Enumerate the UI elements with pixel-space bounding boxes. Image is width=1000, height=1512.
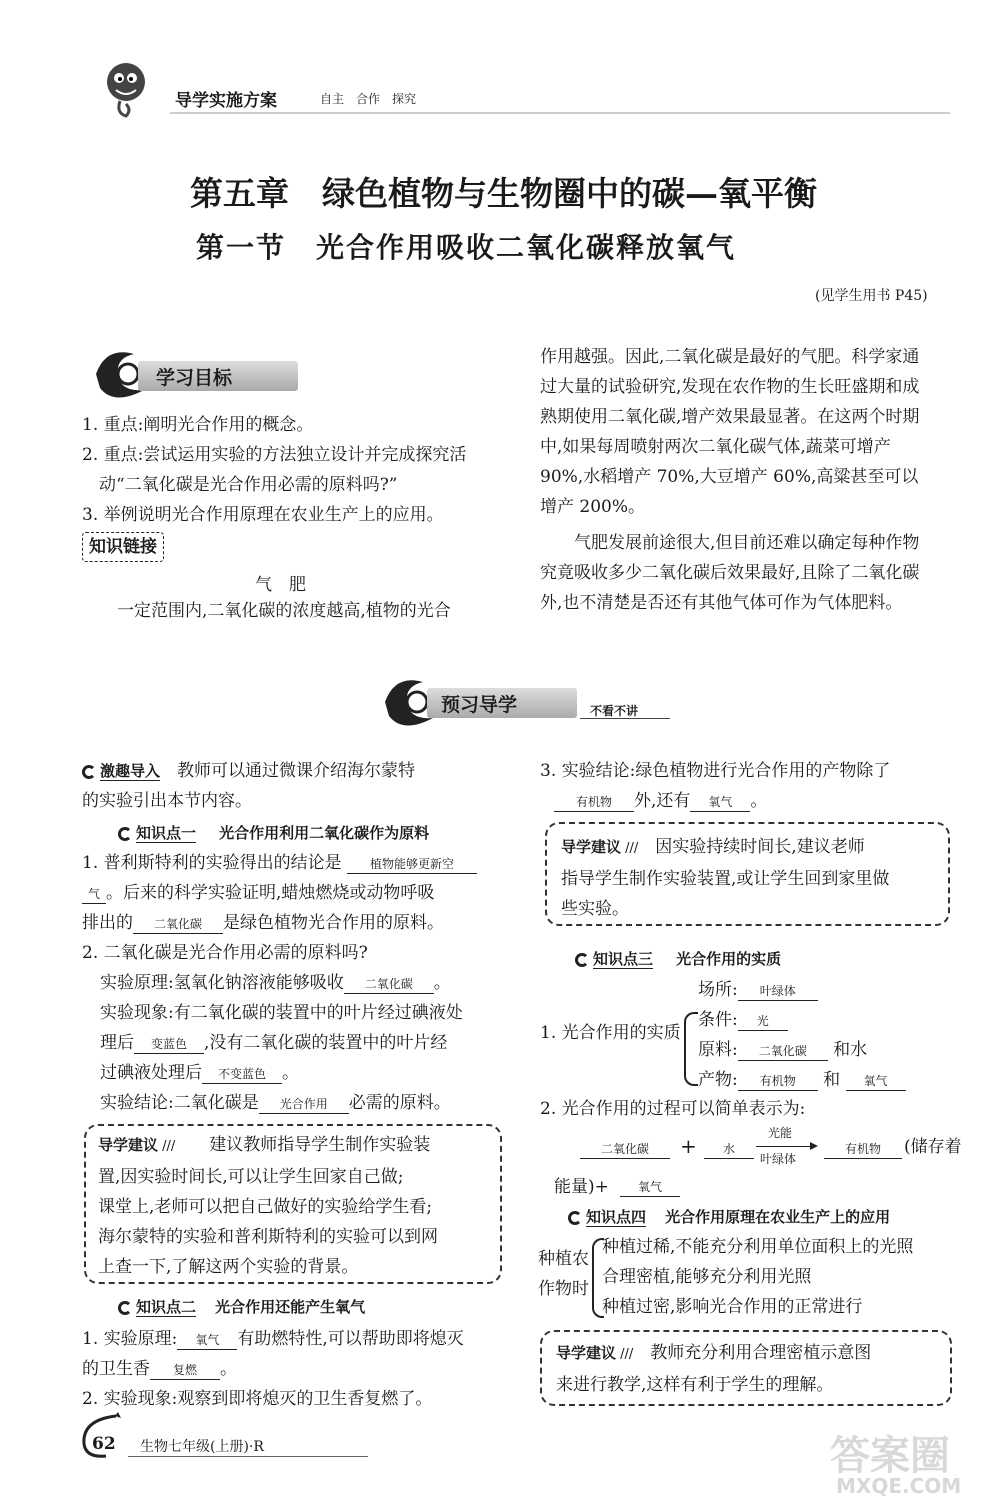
knowledge-point-1-body	[82, 848, 512, 1118]
answer-blank: 光合作用	[259, 1095, 349, 1114]
guide-tip-label: 导学建议	[556, 1344, 617, 1362]
knowledge-point-2-header	[118, 1296, 365, 1317]
goal-item: 2. 重点:尝试运用实验的方法独立设计并完成探究活	[82, 445, 467, 465]
answer-blank: 二氧化碳	[344, 975, 434, 994]
goals-banner-label: 学习目标	[156, 367, 233, 389]
kp-label: 知识点三	[593, 950, 654, 968]
eq-tail: (储存着	[904, 1137, 962, 1157]
text-line: 些实验。	[561, 899, 629, 919]
text-line: 实验现象:有二氧化碳的装置中的叶片经过碘液处	[100, 1003, 463, 1023]
goal-item: 动“二氧化碳是光合作用必需的原料吗?”	[82, 475, 398, 495]
kp3-stem: 1. 光合作用的实质	[540, 1023, 681, 1043]
text: 。	[433, 973, 451, 993]
eq-condition-bottom: 叶绿体	[760, 1152, 797, 1166]
kp-title: 光合作用原理在农业生产上的应用	[665, 1208, 891, 1226]
text: 过碘液处理后	[100, 1063, 202, 1083]
header-mascot-icon	[98, 58, 156, 120]
answer-blank: 变蓝色	[134, 1035, 204, 1054]
answer-blank: 二氧化碳	[133, 915, 223, 934]
header-title: 导学实施方案	[175, 91, 277, 111]
kp3-q2: 2. 光合作用的过程可以简单表示为:	[540, 1099, 806, 1119]
text-line: 过大量的试验研究,发现在农作物的生长旺盛期和成	[540, 377, 920, 397]
text-line: 气肥发展前途很大,但目前还难以确定每种作物	[540, 533, 920, 553]
text-line: 来进行教学,这样有利于学生的理解。	[556, 1375, 834, 1395]
text-line: 2. 实验现象:观察到即将熄灭的卫生香复燃了。	[82, 1389, 433, 1409]
goal-item: 3. 举例说明光合作用原理在农业生产上的应用。	[82, 505, 444, 525]
text: ,没有二氧化碳的装置中的叶片经	[204, 1033, 448, 1053]
preview-banner-note: 不看不讲	[590, 704, 639, 718]
intro-tag: 激趣导入	[100, 762, 161, 780]
page-number: 62	[92, 1434, 116, 1454]
kp-label: 知识点一	[136, 824, 197, 842]
text: 1. 实验原理:	[82, 1329, 178, 1349]
text: 。	[220, 1359, 237, 1379]
text: 必需的原料。	[348, 1093, 451, 1113]
text: 因实验持续时间长,建议老师	[638, 837, 865, 857]
knowledge-point-3-header	[575, 948, 781, 969]
kp-title: 光合作用还能产生氧气	[215, 1298, 366, 1316]
eq-reactant-water: 水	[704, 1140, 754, 1159]
knowledge-link-tag: 知识链接	[82, 532, 164, 562]
eq-arrow	[756, 1146, 814, 1147]
moon-icon	[82, 765, 96, 779]
guide-tip-box-1: 导学建议 /// 建议教师指导学生制作实验装 置,因实验时间长,可以让学生回家自己做; 课堂上,老师可以把自己做好的实验给学生看; 海尔蒙特的实验和普利斯特利的实验可以到网 上查一下,了解这两个实验的背景。	[84, 1124, 502, 1284]
preview-banner	[375, 672, 675, 732]
eq-product-oxygen: 氧气	[620, 1178, 680, 1197]
footer-rule	[128, 1456, 368, 1457]
text-line: 上查一下,了解这两个实验的背景。	[98, 1257, 359, 1277]
answer-blank: 复燃	[150, 1361, 220, 1380]
text: 理后	[100, 1033, 134, 1053]
text: 实验原理:氢氧化钠溶液能够吸收	[100, 973, 344, 993]
answer-blank: 氧气	[690, 793, 750, 812]
kp3-rows	[698, 975, 968, 1095]
knowledge-link-title: 气 肥	[255, 575, 306, 595]
kp4-stem	[538, 1244, 589, 1304]
moon-icon	[575, 953, 589, 967]
guide-tip-box-3: 导学建议 /// 教师充分利用合理密植示意图 来进行教学,这样有利于学生的理解。	[540, 1330, 952, 1406]
list-item: 种植过密,影响光合作用的正常进行	[602, 1297, 863, 1317]
answer-blank: 植物能够更新空	[347, 855, 477, 874]
knowledge-link-right-column	[540, 342, 970, 618]
moon-icon	[118, 827, 132, 841]
moon-icon	[568, 1211, 582, 1225]
preview-banner-label: 预习导学	[441, 694, 518, 716]
text-line: 的实验引出本节内容。	[82, 791, 252, 811]
list-item: 种植过稀,不能充分利用单位面积上的光照	[602, 1237, 914, 1257]
answer-blank: 光	[738, 1012, 788, 1031]
text-line: 外,也不清楚是否还有其他气体可作为气体肥料。	[540, 593, 903, 613]
answer-blank: 不变蓝色	[202, 1065, 282, 1084]
answer-blank: 氧气	[177, 1331, 237, 1350]
knowledge-link-para1-start: 一定范围内,二氧化碳的浓度越高,植物的光合	[100, 601, 451, 621]
text: 排出的	[82, 913, 133, 933]
kp-label: 知识点二	[136, 1298, 197, 1316]
guide-tip-label: 导学建议	[98, 1136, 159, 1154]
text-line: 海尔蒙特的实验和普利斯特利的实验可以到网	[98, 1227, 438, 1247]
guide-tip-box-2: 导学建议 /// 因实验持续时间长,建议老师 指导学生制作实验装置,或让学生回到家里做 些实验。	[545, 822, 950, 926]
text: 有助燃特性,可以帮助即将熄灭	[237, 1329, 464, 1349]
list-item: 合理密植,能够充分利用光照	[602, 1267, 812, 1287]
section-title: 第一节 光合作用吸收二氧化碳释放氧气	[196, 231, 737, 264]
knowledge-point-4-header	[568, 1206, 890, 1227]
row-key: 原料:	[698, 1040, 738, 1060]
kp4-items	[602, 1232, 972, 1322]
text-line: 作物时	[538, 1279, 589, 1299]
knowledge-point-2-body	[82, 1324, 512, 1414]
row-key: 产物:	[698, 1070, 738, 1090]
kp3-brace	[684, 1012, 698, 1086]
row-key: 条件:	[698, 1010, 738, 1030]
goal-item: 1. 重点:阐明光合作用的概念。	[82, 415, 314, 435]
answer-blank: 二氧化碳	[738, 1042, 828, 1061]
row-key: 场所:	[698, 980, 738, 1000]
text-line: 作用越强。因此,二氧化碳是最好的气肥。科学家通	[540, 347, 920, 367]
text: 。	[750, 791, 768, 811]
text: 和水	[833, 1040, 868, 1060]
watermark-logo: 答案圈	[830, 1433, 950, 1479]
text: 实验结论:二氧化碳是	[100, 1093, 259, 1113]
answer-blank: 气	[82, 885, 106, 904]
text-line: 教师可以通过微课介绍海尔蒙特	[160, 761, 416, 781]
footer-book: 生物七年级(上册)·R	[140, 1439, 264, 1455]
arrow-head-icon	[810, 1142, 818, 1150]
conclusion-block	[540, 756, 970, 816]
eq-product-organic: 有机物	[824, 1140, 902, 1159]
kp-title: 光合作用利用二氧化碳作为原料	[219, 824, 430, 842]
book-reference: (见学生用书 P45)	[815, 288, 928, 304]
photosynthesis-equation	[554, 1124, 980, 1204]
text-line: 课堂上,老师可以把自己做好的实验给学生看;	[98, 1197, 433, 1217]
text: 外,还有	[634, 791, 691, 811]
header-subtitle: 自主 合作 探究	[320, 92, 417, 106]
answer-blank: 叶绿体	[738, 982, 818, 1001]
guide-tip-label: 导学建议	[561, 838, 622, 856]
eq-plus: +	[680, 1134, 697, 1158]
text-line: 熟期使用二氧化碳,增产效果最显著。在这两个时期	[540, 407, 920, 427]
text-line: 增产 200%。	[540, 497, 646, 517]
text-line: 置,因实验时间长,可以让学生回家自己做;	[98, 1167, 404, 1187]
text: 。	[282, 1063, 299, 1083]
text: 教师充分利用合理密植示意图	[633, 1343, 872, 1363]
intro-block	[82, 756, 512, 816]
eq-condition-top: 光能	[768, 1126, 793, 1140]
answer-blank: 有机物	[554, 793, 634, 812]
text: 1. 普利斯特利的实验得出的结论是	[82, 853, 342, 873]
header-rule	[170, 112, 950, 114]
kp-title: 光合作用的实质	[676, 950, 782, 968]
knowledge-point-1-header	[118, 822, 429, 843]
goals-list	[82, 410, 522, 530]
text: 的卫生香	[82, 1359, 150, 1379]
goals-banner	[86, 344, 301, 404]
text-line: 指导学生制作实验装置,或让学生回到家里做	[561, 869, 890, 889]
answer-blank: 氧气	[846, 1072, 906, 1091]
eq-line2: 能量)+	[554, 1177, 609, 1197]
text-line: 3. 实验结论:绿色植物进行光合作用的产物除了	[540, 761, 891, 781]
text: 建议教师指导学生制作实验装	[175, 1135, 431, 1155]
text-line: 90%,水稻增产 70%,大豆增产 60%,高粱甚至可以	[540, 467, 919, 487]
kp-label: 知识点四	[586, 1208, 647, 1226]
watermark-url: MXQE.COM	[836, 1474, 962, 1498]
answer-blank: 有机物	[738, 1072, 818, 1091]
text-line: 2. 二氧化碳是光合作用必需的原料吗?	[82, 943, 368, 963]
text-line: 究竟吸收多少二氧化碳后效果最好,且除了二氧化碳	[540, 563, 920, 583]
text: 。后来的科学实验证明,蜡烛燃烧或动物呼吸	[106, 883, 435, 903]
eq-reactant-co2: 二氧化碳	[580, 1140, 670, 1159]
text-line: 种植农	[538, 1249, 589, 1269]
chapter-title: 第五章 绿色植物与生物圈中的碳—氧平衡	[190, 174, 817, 213]
text: 是绿色植物光合作用的原料。	[223, 913, 444, 933]
text: 和	[823, 1070, 841, 1090]
moon-icon	[118, 1301, 132, 1315]
text-line: 中,如果每周喷射两次二氧化碳气体,蔬菜可增产	[540, 437, 891, 457]
